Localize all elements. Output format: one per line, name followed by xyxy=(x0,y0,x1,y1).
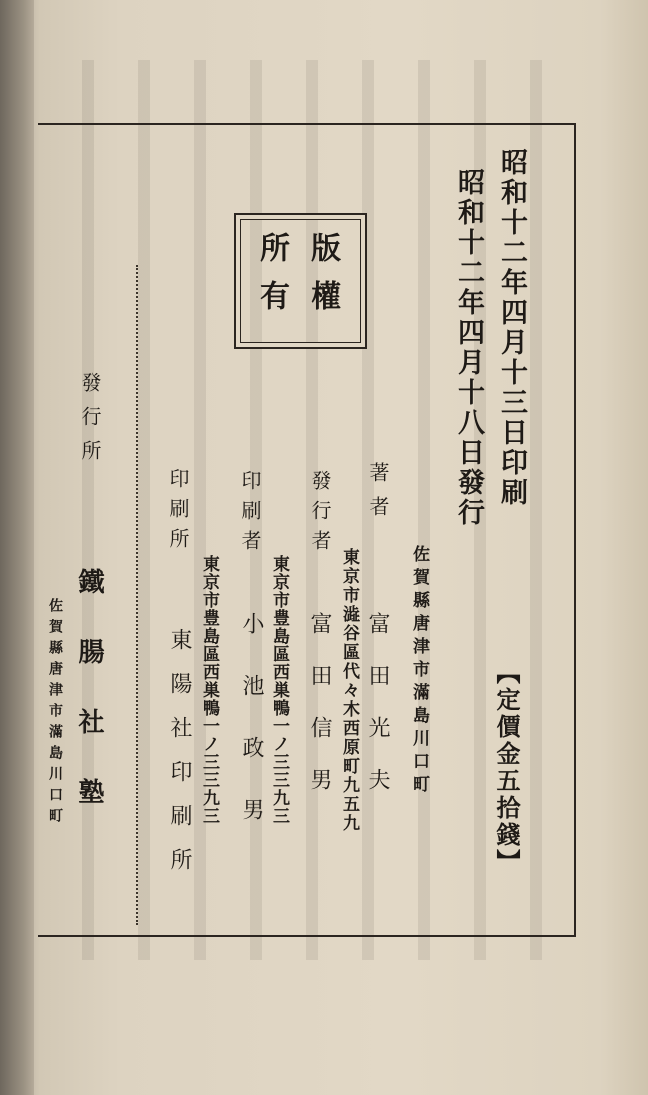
issue-date: 昭和十二年四月十八日發行 xyxy=(453,168,484,528)
book-gutter xyxy=(0,0,34,1095)
issuer-address: 佐賀縣唐津市滿島川口町 xyxy=(47,598,63,829)
publisher-name: 富田信男 xyxy=(307,612,332,820)
author-label: 著者 xyxy=(366,462,390,530)
printer-label: 印刷者 xyxy=(238,470,262,560)
printer-name: 小池政男 xyxy=(239,612,264,860)
issuer-name: 鐵腸社塾 xyxy=(74,568,104,848)
publisher-label: 發行者 xyxy=(308,470,332,560)
author-address: 佐賀縣唐津市滿島川口町 xyxy=(409,545,429,798)
author-name: 富田光夫 xyxy=(365,612,390,820)
copyright-text-col2: 所有 xyxy=(254,232,289,328)
print-shop-address: 東京市豊島區西巣鴨一ノ三三九三 xyxy=(199,555,219,825)
printer-address: 東京市豊島區西巣鴨一ノ三三九三 xyxy=(269,555,289,825)
price-label: 【定價金五拾錢】 xyxy=(492,660,521,876)
issuer-label: 發行所 xyxy=(78,372,102,474)
print-shop-label: 印刷所 xyxy=(166,468,190,558)
print-shop-name: 東陽社印刷所 xyxy=(167,628,192,892)
copyright-text-col1: 版權 xyxy=(305,232,340,328)
dotted-separator xyxy=(136,265,138,925)
publisher-address: 東京市澁谷區代々木西原町九五九 xyxy=(339,548,359,833)
print-date: 昭和十二年四月十三日印刷 xyxy=(496,148,527,508)
